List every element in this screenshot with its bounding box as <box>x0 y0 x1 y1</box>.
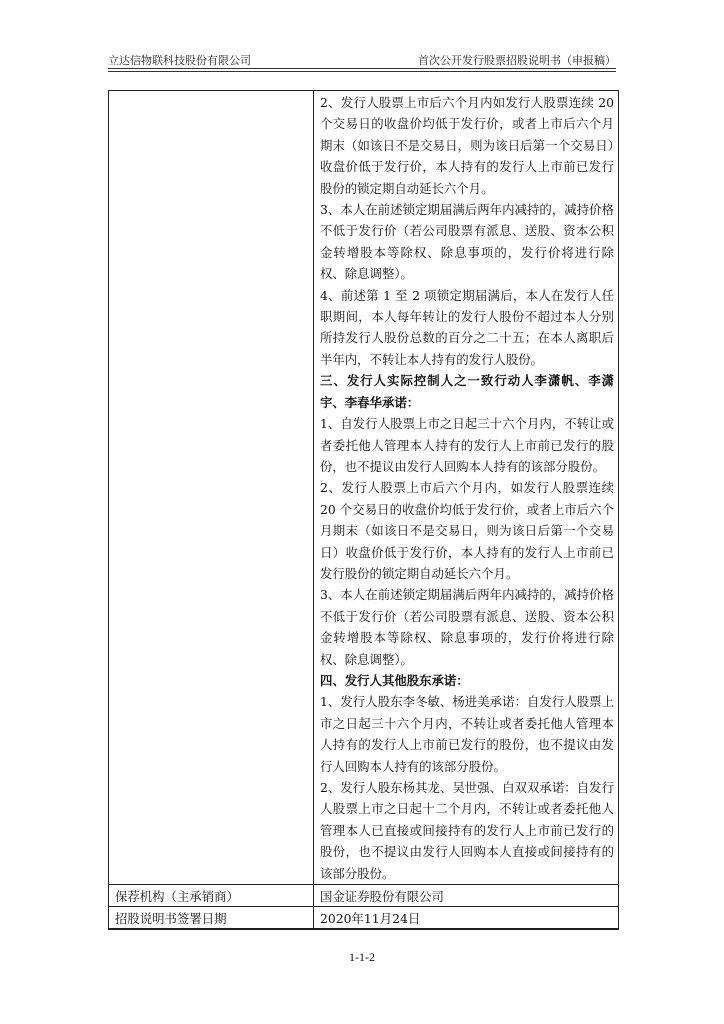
commitment-paragraph: 3、本人在前述锁定期届满后两年内减持的，减持价格不低于发行价（若公司股票有派息、送股、资本公积金转增股本等除权、除息事项的，发行价将进行除权、除息调整）。 <box>320 587 614 667</box>
sponsor-value: 国金证券股份有限公司 <box>320 889 444 905</box>
sponsor-label: 保荐机构（主承销商） <box>115 889 239 905</box>
commitment-row <box>109 91 619 885</box>
company-name: 立达信物联科技股份有限公司 <box>108 54 251 67</box>
section-heading: 三、发行人实际控制人之一致行动人李潇帆、李潇宇、李春华承诺： <box>320 373 614 410</box>
sign-date-label: 招股说明书签署日期 <box>115 911 227 927</box>
sign-date-label-cell <box>109 907 314 930</box>
document-title: 首次公开发行股票招股说明书（申报稿） <box>418 54 616 67</box>
info-table <box>108 90 619 930</box>
header-rule-secondary <box>108 71 616 72</box>
sign-date-value: 2020年11月24日 <box>320 911 421 927</box>
sponsor-label-cell <box>109 885 314 907</box>
sponsor-value-cell <box>314 885 619 907</box>
commitment-paragraph: 3、本人在前述锁定期届满后两年内减持的，减持价格不低于发行价（若公司股票有派息、送股、资本公积金转增股本等除权、除息事项的，发行价将进行除权、除息调整）。 <box>320 202 614 282</box>
commitment-text <box>314 91 618 884</box>
commitment-paragraph: 1、自发行人股票上市之日起三十六个月内，不转让或者委托他人管理本人持有的发行人上市前已发行的股份，也不提议由发行人回购本人持有的该部分股份。 <box>320 416 614 474</box>
sponsor-row <box>109 885 619 907</box>
section-heading: 四、发行人其他股东承诺： <box>320 672 469 688</box>
header-rule <box>108 68 616 69</box>
commitment-paragraph: 2、发行人股票上市后六个月内，如发行人股票连续 20 个交易日的收盘价均低于发行价，或者上市后六个月期末（如该日不是交易日，则为该日后第一个交易日）收盘价低于发行价，本人持有的发行人上市前已发行股份的锁定期自动延长六个月。 <box>320 480 614 581</box>
commitment-paragraph: 2、发行人股票上市后六个月内如发行人股票连续 20 个交易日的收盘价均低于发行价，或者上市后六个月期末（如该日不是交易日，则为该日后第一个交易日）收盘价低于发行价，本人持有的发行人上市前已发行股份的锁定期自动延长六个月。 <box>320 95 614 196</box>
commitment-paragraph: 1、发行人股东李冬敏、杨进美承诺：自发行人股票上市之日起三十六个月内，不转让或者委托他人管理本人持有的发行人上市前已发行的股份，也不提议由发行人回购本人持有的该部分股份。 <box>320 694 614 774</box>
commitment-cell <box>314 91 619 885</box>
commitment-paragraph: 4、前述第 1 至 2 项锁定期届满后，本人在发行人任职期间，本人每年转让的发行人股份不超过本人分别所持发行人股份总数的百分之二十五；在本人离职后半年内，不转让本人持有的发行人股份。 <box>320 287 614 367</box>
commitment-paragraph: 2、发行人股东杨其龙、吴世强、白双双承诺：自发行人股票上市之日起十二个月内，不转让或者委托他人管理本人已直接或间接持有的发行人上市前已发行的股份，也不提议由发行人回购本人直接或间接持有的该部分股份。 <box>320 780 614 881</box>
empty-label-cell <box>109 91 314 885</box>
page-number: 1-1-2 <box>349 950 375 964</box>
sign-date-row <box>109 907 619 930</box>
sign-date-value-cell <box>314 907 619 930</box>
